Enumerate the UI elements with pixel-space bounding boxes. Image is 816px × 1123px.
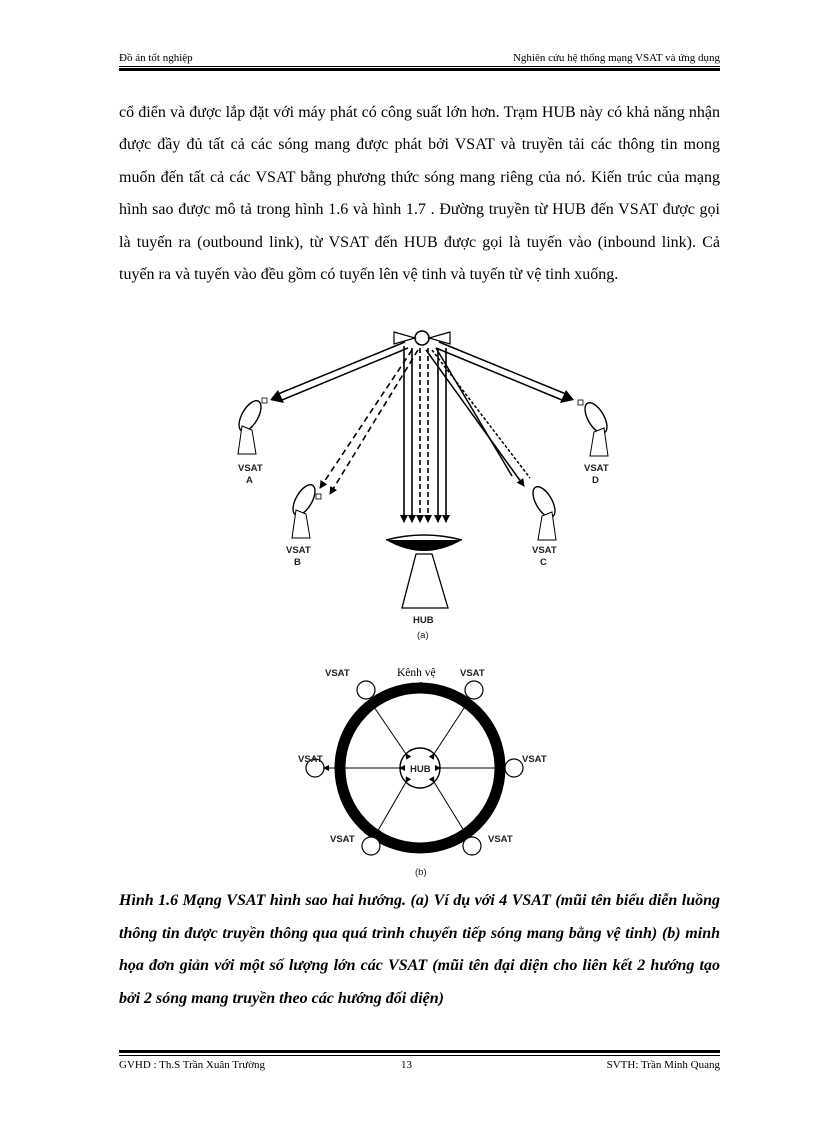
header-left: Đồ án tốt nghiệp [119,52,193,64]
figure-1-6 [212,326,630,881]
sublabel-b: (b) [415,867,427,878]
caption-text: Hình 1.6 Mạng VSAT hình sao hai hướng. (a) Ví dụ với 4 VSAT (mũi tên biểu diễn luồng thông tin được truyền thông qua quá trình chuyển tiếp sóng mang bằng vệ tinh) (b) minh họa đơn giản với một số lượng lớn các VSAT (mũi tên đại diện cho liên kết 2 hướng tạo bởi 2 sóng mang truyền theo các hướng đối diện) [119,892,720,1007]
vsat-a-label-2: A [246,475,253,486]
vsat-b-label-1: VSAT [286,545,311,556]
vsat-node-bottom-right [463,837,481,855]
vsat-d-label-2: D [592,475,599,486]
link-arrow-a [278,342,408,400]
vsat-label-left: VSAT [298,754,323,765]
vsat-b-label-2: B [294,557,301,568]
vsat-node-bottom-left [362,837,380,855]
body-paragraph: cổ điển và được lắp đặt với máy phát có công suất lớn hơn. Trạm HUB này có khả năng nhận được đầy đủ tất cả các sóng mang được phát bởi VSAT và truyền tải các thông tin mong muốn đến tất cả các VSAT bằng phương thức sóng mang riêng của nó. Kiến trúc của mạng hình sao được mô tả trong hình 1.6 và hình 1.7 . Đường truyền từ HUB đến VSAT được gọi là tuyến ra (outbound link), từ VSAT đến HUB được gọi là tuyến vào (inbound link). Cả tuyến ra và tuyến vào đều gồm có tuyến lên vệ tinh và tuyến từ vệ tinh xuống. [119,104,720,284]
vsat-label-bottom-right: VSAT [488,834,513,845]
header-right: Nghiên cứu hệ thống mạng VSAT và ứng dụng [512,52,720,64]
vsat-label-top-left: VSAT [325,668,350,679]
vsat-label-right: VSAT [522,754,547,765]
vsat-d-dish-icon [578,399,611,456]
vsat-label-top-right: VSAT [460,668,485,679]
vsat-b-dish-icon [289,481,321,538]
hub-dish-icon [386,535,462,608]
footer-rule-thick [119,1050,720,1053]
sublabel-a: (a) [417,630,429,641]
hub-label-b: HUB [410,764,431,775]
figure-svg [212,326,630,881]
hub-arrows [404,346,446,522]
hub-label-a: HUB [413,615,434,626]
vsat-a-dish-icon [235,397,267,454]
vsat-c-label-2: C [540,557,547,568]
footer-right: SVTH: Trần Minh Quang [606,1059,720,1071]
channel-label-2: tinh [408,681,426,693]
header-rule-thick [119,68,720,71]
header-rule-thin [119,66,720,67]
footer-rule-thin [119,1055,720,1056]
vsat-d-label-1: VSAT [584,463,609,474]
page-number: 13 [401,1059,412,1071]
footer-left: GVHD : Th.S Trần Xuân Trường [119,1059,266,1071]
vsat-node-top-right [465,681,483,699]
channel-label-1: Kênh vệ [397,667,436,679]
vsat-c-label-1: VSAT [532,545,557,556]
vsat-label-bottom-left: VSAT [330,834,355,845]
figure-caption [119,885,720,1015]
vsat-c-dish-icon [529,483,560,540]
body-text [119,97,720,291]
vsat-node-right [505,759,523,777]
vsat-node-top-left [357,681,375,699]
vsat-a-label-1: VSAT [238,463,263,474]
